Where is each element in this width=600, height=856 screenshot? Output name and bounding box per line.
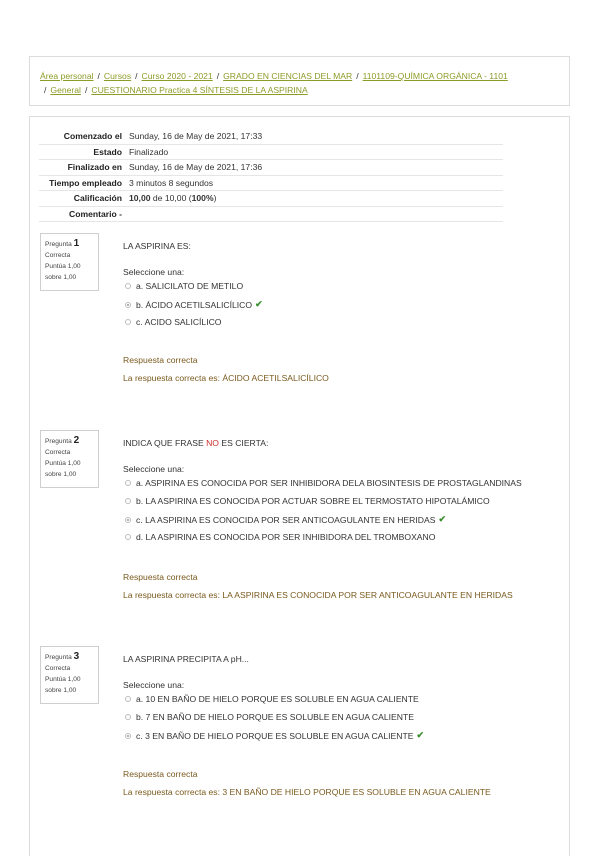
option-label: b. LA ASPIRINA ES CONOCIDA POR ACTUAR SOBRE EL TERMOSTATO HIPOTALÁMICO (136, 496, 490, 506)
quiz-review-card (29, 116, 570, 856)
breadcrumb-link-area-personal[interactable]: Área personal (40, 71, 94, 81)
summary-value: 3 minutos 8 segundos (129, 175, 503, 191)
breadcrumb-link-general[interactable]: General (50, 85, 81, 95)
question-label: Pregunta (45, 438, 72, 445)
option-label: b. 7 EN BAÑO DE HIELO PORQUE ES SOLUBLE EN AGUA CALIENTE (136, 712, 414, 722)
option-label: c. 3 EN BAÑO DE HIELO PORQUE ES SOLUBLE EN AGUA CALIENTE (136, 730, 414, 741)
breadcrumb-separator: / (216, 71, 220, 81)
summary-value (129, 191, 503, 207)
answer-option-b[interactable] (125, 712, 414, 722)
radio-button[interactable] (125, 283, 131, 289)
question-info-box (40, 430, 99, 488)
question-state: Correcta (45, 252, 71, 259)
summary-label: Tiempo empleado (39, 175, 129, 191)
attempt-summary-table (39, 129, 503, 222)
summary-value: Sunday, 16 de May de 2021, 17:36 (129, 160, 503, 176)
breadcrumb-card (29, 56, 570, 106)
answer-option-a[interactable] (125, 694, 419, 704)
grade-close: ) (213, 193, 217, 204)
question-number: 2 (73, 435, 80, 446)
grade-value: 10,00 (129, 193, 151, 204)
question-text-part: LA ASPIRINA ES: (123, 241, 191, 251)
answer-prompt: Seleccione una: (123, 680, 185, 690)
breadcrumb-link-asignatura[interactable]: 1101109-QUÍMICA ORGÁNICA - 1101 (362, 71, 508, 81)
breadcrumb-link-cuestionario[interactable]: CUESTIONARIO Practica 4 SÍNTESIS DE LA ASPIRINA (91, 85, 308, 95)
question-text (123, 438, 268, 448)
question-label: Pregunta (45, 654, 72, 661)
summary-label: Comentario - (39, 206, 129, 222)
check-icon: ✔ (438, 514, 446, 524)
answer-prompt: Seleccione una: (123, 464, 185, 474)
summary-value (129, 206, 503, 222)
feedback-text: Respuesta correcta (123, 572, 198, 582)
breadcrumb-separator: / (135, 71, 138, 81)
question-text-part: ES CIERTA: (218, 438, 269, 448)
summary-row-state (39, 144, 503, 160)
answer-option-c[interactable] (125, 317, 221, 327)
option-label: c. ACIDO SALICÍLICO (136, 317, 222, 327)
breadcrumb-link-cursos[interactable]: Cursos (103, 71, 132, 81)
summary-row-started (39, 129, 503, 144)
question-mark: Puntúa 1,00 (45, 676, 81, 683)
right-answer-text: La respuesta correcta es: LA ASPIRINA ES CONOCIDA POR SER ANTICOAGULANTE EN HERIDAS (123, 590, 513, 600)
summary-row-finished (39, 160, 503, 176)
check-icon: ✔ (416, 730, 425, 740)
grade-percent: 100% (191, 193, 214, 204)
right-answer-text: La respuesta correcta es: 3 EN BAÑO DE HIELO PORQUE ES SOLUBLE EN AGUA CALIENTE (123, 787, 491, 797)
summary-label: Calificación (39, 191, 129, 207)
radio-button[interactable] (125, 714, 131, 720)
summary-value: Finalizado (129, 144, 503, 160)
summary-row-comment (39, 206, 503, 222)
answer-option-b[interactable] (125, 496, 490, 506)
feedback-text: Respuesta correcta (123, 769, 198, 779)
radio-button[interactable] (125, 696, 131, 702)
question-number: 3 (73, 651, 80, 662)
radio-button-selected[interactable] (125, 302, 131, 308)
question-max-mark: sobre 1,00 (45, 274, 77, 281)
question-text-emphasis: NO (206, 438, 219, 448)
summary-value: Sunday, 16 de May de 2021, 17:33 (129, 129, 503, 144)
option-label: d. LA ASPIRINA ES CONOCIDA POR SER INHIBIDORA DEL TROMBOXANO (136, 532, 436, 542)
breadcrumb-separator: / (356, 71, 359, 81)
question-info-box (40, 233, 99, 291)
option-label: b. ÁCIDO ACETILSALICÍLICO (136, 299, 253, 310)
answer-option-c[interactable] (125, 730, 424, 741)
check-icon: ✔ (255, 299, 263, 309)
summary-label: Comenzado el (39, 129, 129, 144)
option-label: a. ASPIRINA ES CONOCIDA POR SER INHIBIDORA DELA BIOSINTESIS DE PROSTAGLANDINAS (136, 478, 522, 488)
option-label: a. SALICILATO DE METILO (136, 281, 244, 291)
breadcrumb-separator: / (97, 71, 100, 81)
question-info-box (40, 646, 99, 704)
answer-option-b[interactable] (125, 299, 263, 310)
question-state: Correcta (45, 665, 71, 672)
question-mark: Puntúa 1,00 (45, 460, 81, 467)
breadcrumb-link-grado[interactable]: GRADO EN CIENCIAS DEL MAR (223, 71, 353, 81)
radio-button[interactable] (125, 534, 131, 540)
breadcrumb-separator: / (44, 85, 47, 95)
question-text-part: LA ASPIRINA PRECIPITA A pH... (123, 654, 249, 664)
summary-row-grade (39, 191, 503, 207)
answer-option-d[interactable] (125, 532, 435, 542)
answer-option-a[interactable] (125, 478, 522, 488)
question-max-mark: sobre 1,00 (45, 687, 77, 694)
grade-max: de 10,00 ( (150, 193, 192, 204)
breadcrumb-link-curso[interactable]: Curso 2020 - 2021 (141, 71, 213, 81)
radio-button-selected[interactable] (125, 733, 131, 739)
question-text (123, 654, 249, 664)
radio-button-selected[interactable] (125, 517, 131, 523)
right-answer-text: La respuesta correcta es: ÁCIDO ACETILSALICÍLICO (123, 373, 329, 383)
option-label: a. 10 EN BAÑO DE HIELO PORQUE ES SOLUBLE EN AGUA CALIENTE (136, 694, 419, 704)
summary-row-time (39, 175, 503, 191)
answer-option-a[interactable] (125, 281, 243, 291)
question-number: 1 (73, 238, 80, 249)
question-max-mark: sobre 1,00 (45, 471, 77, 478)
question-mark: Puntúa 1,00 (45, 263, 81, 270)
summary-label: Estado (39, 144, 129, 160)
radio-button[interactable] (125, 319, 131, 325)
radio-button[interactable] (125, 498, 131, 504)
breadcrumb (40, 69, 561, 97)
breadcrumb-separator: / (84, 85, 88, 95)
answer-option-c[interactable] (125, 514, 446, 525)
feedback-text: Respuesta correcta (123, 355, 198, 365)
radio-button[interactable] (125, 480, 131, 486)
question-state: Correcta (45, 449, 71, 456)
option-label: c. LA ASPIRINA ES CONOCIDA POR SER ANTICOAGULANTE EN HERIDAS (136, 514, 436, 525)
answer-prompt: Seleccione una: (123, 267, 185, 277)
question-text (123, 241, 191, 251)
summary-label: Finalizado en (39, 160, 129, 176)
question-text-part: INDICA QUE FRASE (123, 438, 207, 448)
question-label: Pregunta (45, 241, 72, 248)
